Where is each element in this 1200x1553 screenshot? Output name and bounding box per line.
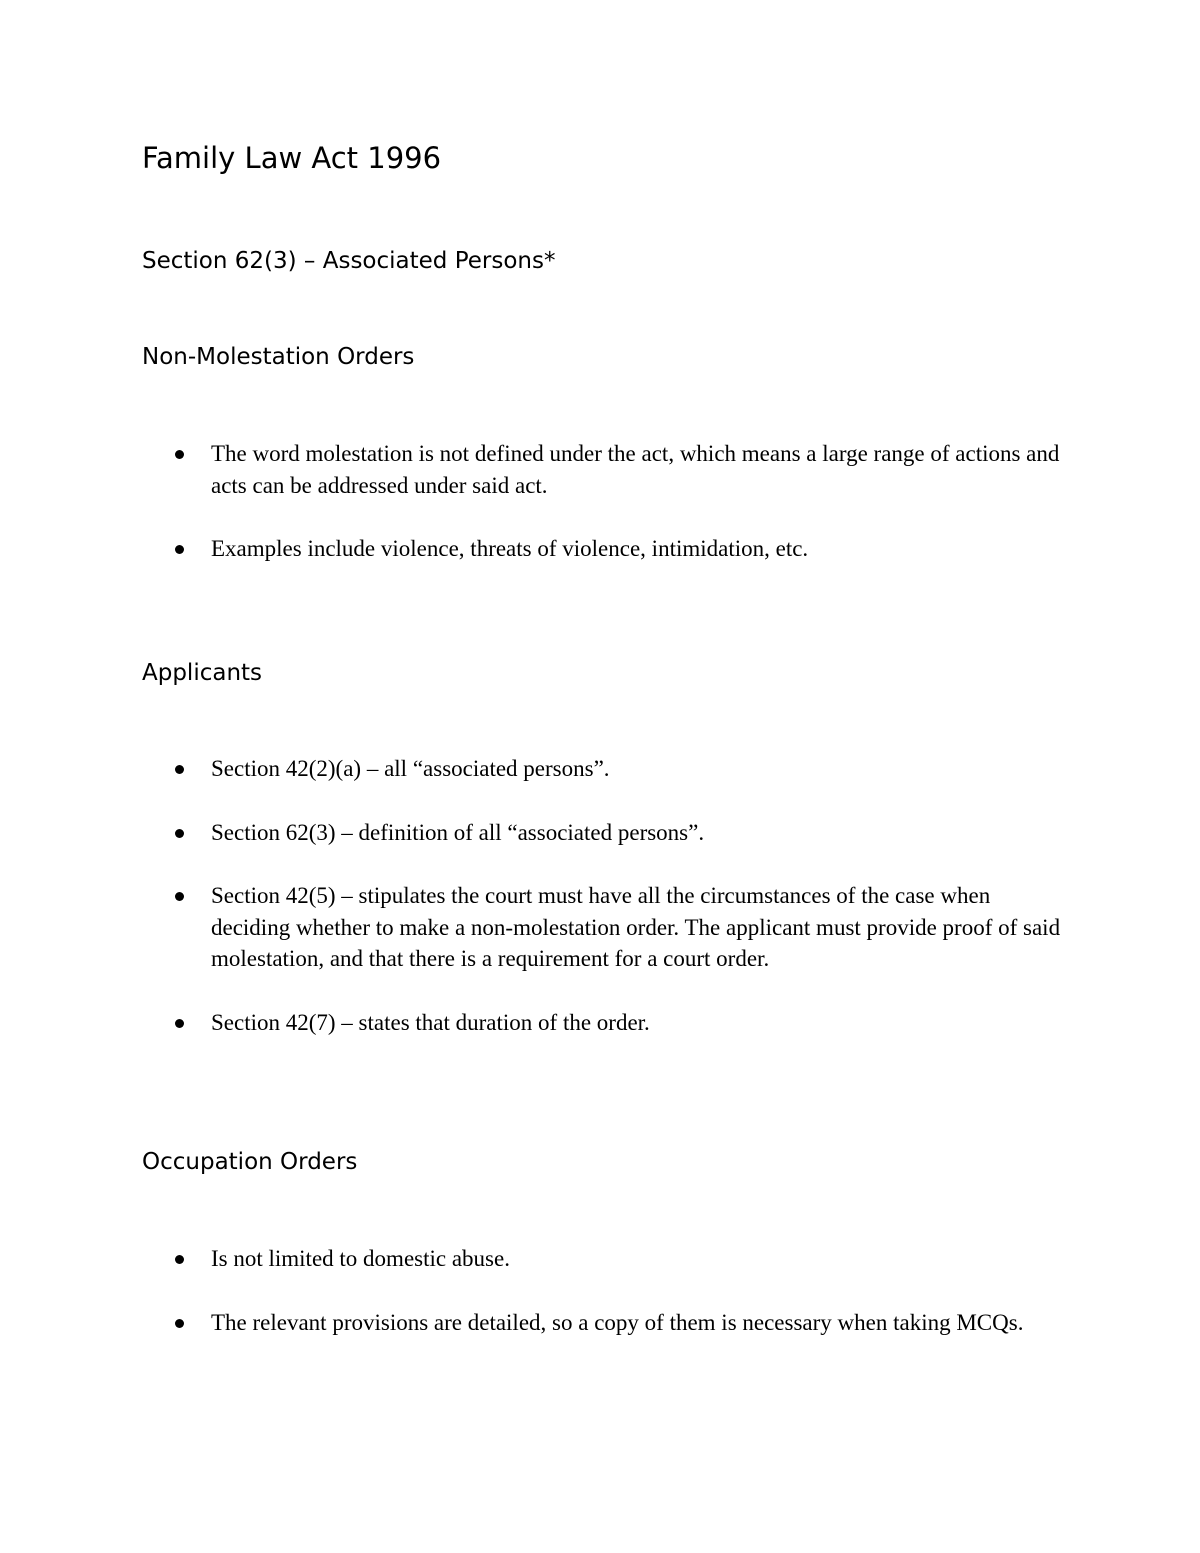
list-item-text: Section 42(7) – states that duration of the order. [211, 1009, 650, 1035]
occupation-heading: Occupation Orders [142, 1149, 358, 1175]
list-item-text: Section 42(5) – stipulates the court must have all the circumstances of the case when deciding whether to make a non-molestation order. The applicant must provide proof of said molestation, and that there is a requirement for a court order. [211, 883, 1061, 971]
applicants-list [0, 753, 1200, 1070]
list-item [0, 1307, 1200, 1339]
list-item-text: The word molestation is not defined under the act, which means a large range of actions and acts can be addressed under said act. [211, 441, 1060, 498]
non-molestation-list [0, 438, 1200, 597]
list-item-text: The relevant provisions are detailed, so a copy of them is necessary when taking MCQs. [211, 1309, 1024, 1335]
list-item [0, 817, 1200, 849]
list-item [0, 533, 1200, 565]
bullet-icon [175, 765, 184, 774]
list-item [0, 438, 1200, 501]
bullet-icon [175, 545, 184, 554]
list-item [0, 1007, 1200, 1039]
bullet-icon [175, 450, 184, 459]
list-item [0, 753, 1200, 785]
document-title: Family Law Act 1996 [142, 141, 442, 175]
non-molestation-heading: Non-Molestation Orders [142, 344, 415, 370]
bullet-icon [175, 892, 184, 901]
applicants-heading: Applicants [142, 660, 263, 686]
list-item [0, 880, 1200, 975]
section-heading: Section 62(3) – Associated Persons* [142, 248, 556, 274]
bullet-icon [175, 829, 184, 838]
list-item-text: Examples include violence, threats of violence, intimidation, etc. [211, 536, 809, 561]
occupation-list [0, 1243, 1200, 1370]
bullet-icon [175, 1255, 184, 1264]
bullet-icon [175, 1019, 184, 1028]
list-item-text: Is not limited to domestic abuse. [211, 1246, 510, 1271]
list-item [0, 1243, 1200, 1275]
bullet-icon [175, 1319, 184, 1328]
list-item-text: Section 42(2)(a) – all “associated persons”. [211, 756, 610, 781]
list-item-text: Section 62(3) – definition of all “associated persons”. [211, 819, 705, 845]
